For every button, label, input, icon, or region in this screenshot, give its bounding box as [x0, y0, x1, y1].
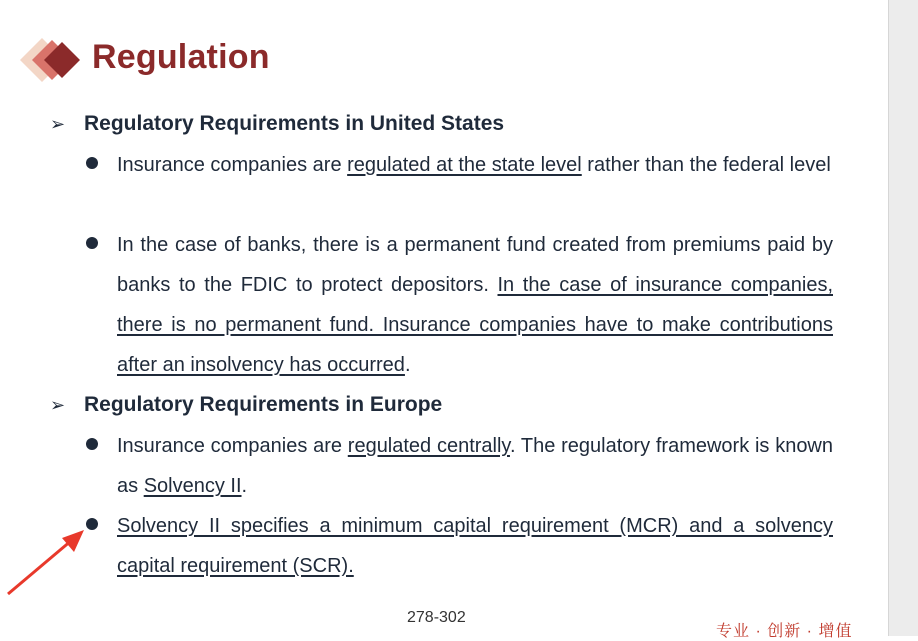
section-heading-europe: ➢ Regulatory Requirements in Europe	[50, 393, 443, 416]
bullet-text: In the case of banks, there is a permanent fund created from premiums paid by banks to the FDIC to protect depositors. In the case of insurance companies, there is no permanent fund. Insurance companies have to make contributions after an insolvency has occurred.	[117, 234, 833, 376]
bullet-dot-icon	[86, 237, 98, 249]
page-number: 278-302	[407, 609, 466, 626]
footer-slogan: 专业 · 创新 · 增值	[716, 623, 853, 640]
arrow-bullet-icon: ➢	[50, 114, 66, 134]
section-heading-us: ➢ Regulatory Requirements in United States	[50, 112, 505, 135]
red-arrow-pointer-icon	[0, 520, 100, 610]
bullet-text: Insurance companies are regulated at the state level rather than the federal level	[117, 154, 831, 176]
bullet-text: Insurance companies are regulated centrally. The regulatory framework is known as Solvency II.	[117, 435, 834, 497]
slide-title: Regulation	[92, 38, 270, 76]
arrow-bullet-icon: ➢	[50, 395, 66, 415]
window-side-panel	[888, 0, 918, 636]
bullet-dot-icon	[86, 438, 98, 450]
diamond-logo-icon	[20, 38, 86, 82]
bullet-text: Solvency II specifies a minimum capital requirement (MCR) and a solvency capital requirement (SCR).	[117, 515, 833, 577]
bullet-dot-icon	[86, 157, 98, 169]
